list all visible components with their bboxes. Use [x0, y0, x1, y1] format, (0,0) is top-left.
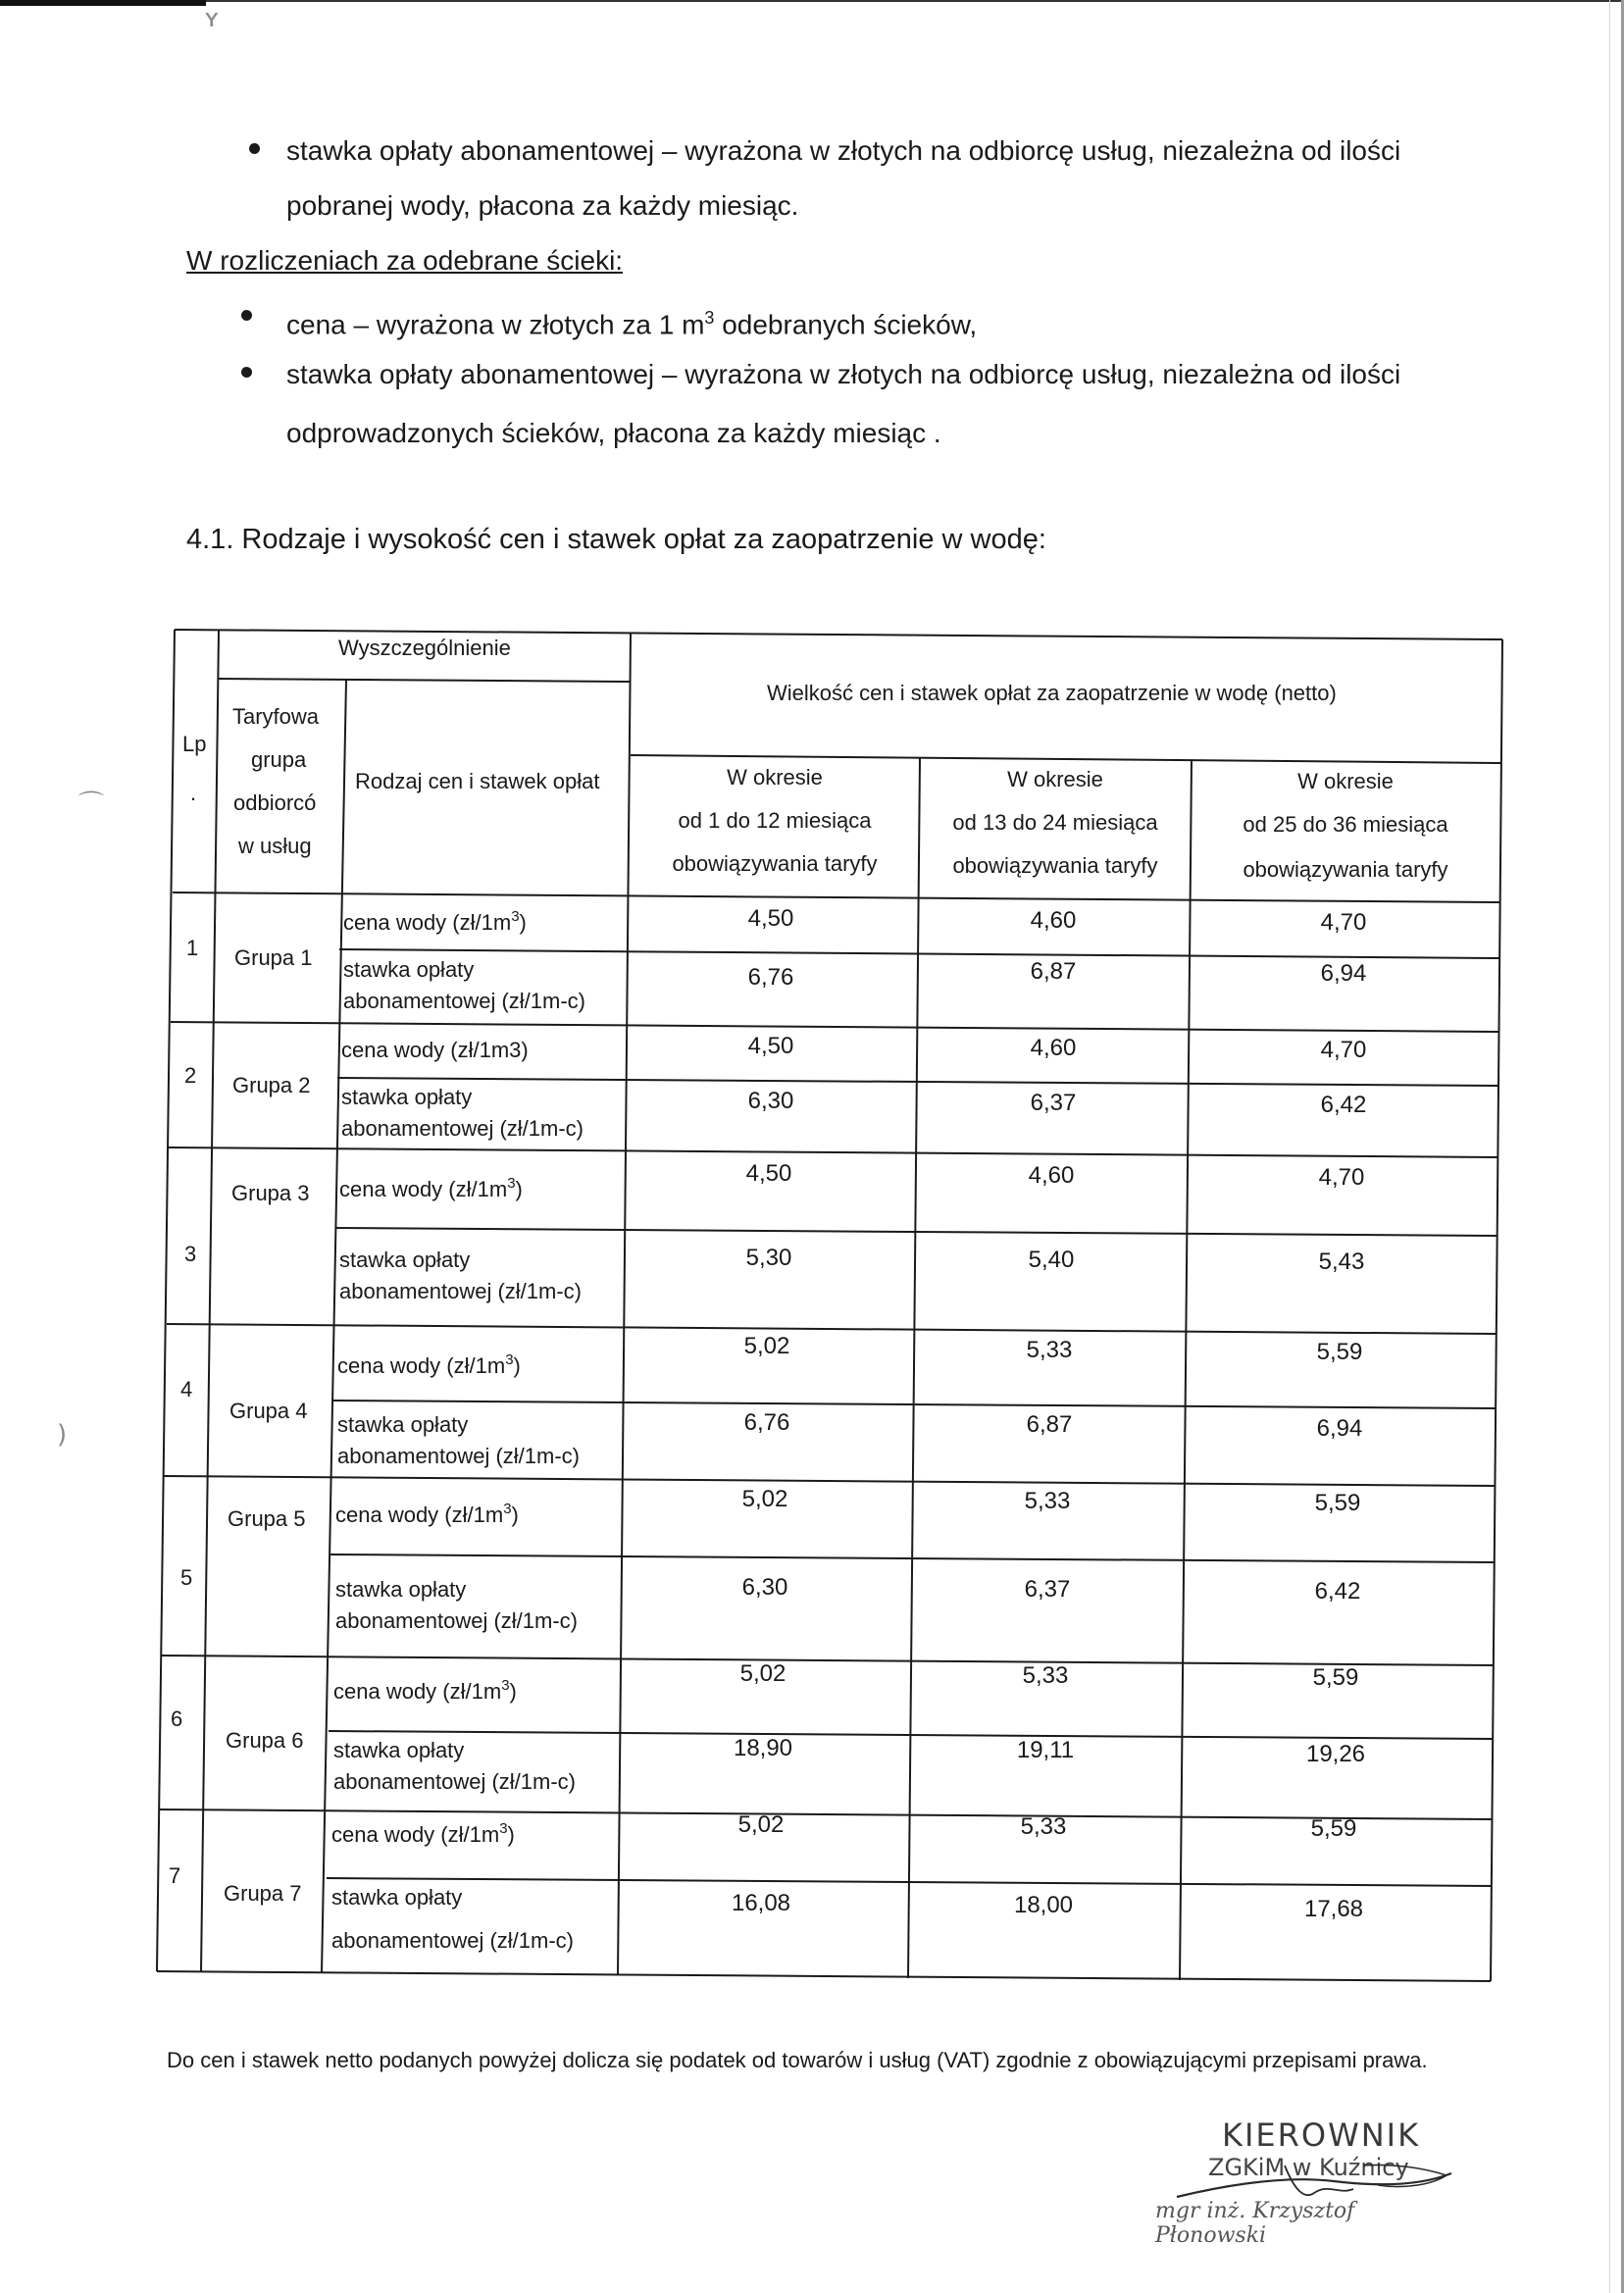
row-water-label: cena wody $(zł/1m^3)$: [333, 1677, 517, 1704]
bullet-text-line: stawka opłaty abonamentowej – wyrażona w złotych na odbiorcę usług, niezależna od ilości: [286, 359, 1401, 389]
water-price-cell: 5,02: [741, 1486, 788, 1512]
section-heading-water: 4.1. Rodzaje i wysokość cen i stawek opłat za zaopatrzenie w wodę:: [186, 524, 1046, 555]
vat-note: Do cen i stawek netto podanych powyżej dolicza się podatek od towarów i usług (VAT) zgodnie z obowiązującymi przepisami prawa.: [167, 2048, 1428, 2072]
water-price-cell: 4,70: [1320, 909, 1367, 936]
header-period-2: obowiązywania taryfy: [952, 853, 1158, 878]
row-water-label: cena wody $(zł/1m^3)$: [337, 1351, 521, 1378]
fee-cell: 6,42: [1320, 1092, 1367, 1118]
water-price-cell: 5,02: [743, 1333, 790, 1359]
water-price-cell: 4,70: [1318, 1164, 1365, 1191]
water-price-cell: 5,02: [739, 1660, 787, 1687]
stamp-subtitle: ZGKiM w Kuźnicy: [1208, 2154, 1409, 2181]
fee-cell: 16,08: [731, 1890, 791, 1916]
row-water-label: cena wody $(zł/1m^3)$: [343, 908, 527, 935]
fee-cell: 6,42: [1314, 1578, 1361, 1605]
stamp-name: mgr inż. Krzysztof Płonowski: [1155, 2199, 1355, 2248]
header-period-2: W okresie: [1007, 767, 1103, 791]
water-price-cell: 5,33: [1020, 1813, 1067, 1840]
fee-cell: 6,30: [741, 1574, 788, 1601]
water-price-cell: 4,50: [747, 1033, 794, 1059]
water-price-cell: 5,59: [1316, 1339, 1363, 1365]
water-price-cell: 5,59: [1314, 1490, 1361, 1516]
row-lp: 2: [184, 1063, 197, 1088]
fee-cell: 6,87: [1026, 1411, 1073, 1438]
row-group: Grupa 2: [232, 1073, 311, 1097]
row-lp: 1: [186, 936, 199, 960]
row-fee-label: stawka opłaty: [331, 1885, 463, 1910]
row-lp: 4: [180, 1377, 193, 1401]
fee-cell: 6,94: [1320, 960, 1367, 987]
fee-cell: 5,40: [1028, 1247, 1075, 1273]
header-grupa-line: grupa: [251, 747, 307, 772]
fee-cell: 6,76: [747, 964, 794, 991]
row-fee-label: abonamentowej (zł/1m-c): [337, 1444, 580, 1468]
water-price-cell: 5,33: [1024, 1488, 1071, 1514]
header-grupa-line: Taryfowa: [232, 704, 320, 729]
row-fee-label: abonamentowej (zł/1m-c): [335, 1608, 578, 1633]
fee-cell: 6,87: [1030, 958, 1077, 985]
bullet-text-line: cena – wyrażona w złotych za 1 $m^3$ odebranych ścieków,: [286, 308, 978, 340]
row-lp: 7: [169, 1863, 181, 1888]
scan-mark: ): [57, 1420, 68, 1450]
header-wielkosc: Wielkość cen i stawek opłat za zaopatrzenie w wodę (netto): [767, 681, 1337, 705]
water-price-cell: 4,60: [1028, 1162, 1075, 1189]
water-price-cell: 5,59: [1310, 1815, 1357, 1842]
header-rodzaj: Rodzaj cen i stawek opłat: [355, 769, 600, 793]
stamp-title: KIEROWNIK: [1222, 2116, 1421, 2154]
header-grupa-line: odbiorcó: [233, 790, 317, 815]
header-grupa-line: w usług: [238, 834, 312, 858]
header-period-3: od 25 do 36 miesiąca: [1243, 812, 1448, 837]
row-lp: 5: [180, 1565, 193, 1590]
fee-cell: 6,37: [1030, 1090, 1077, 1116]
row-fee-label: abonamentowej (zł/1m-c): [339, 1279, 582, 1303]
section-heading-sewage: W rozliczeniach za odebrane ścieki:: [186, 245, 624, 276]
fee-cell: 19,26: [1305, 1741, 1366, 1767]
bullet-text-line: pobranej wody, płacona za każdy miesiąc.: [286, 190, 799, 221]
water-price-cell: 4,60: [1030, 1035, 1077, 1061]
row-lp: 6: [171, 1707, 183, 1731]
fee-cell: 17,68: [1303, 1896, 1364, 1922]
row-fee-label: abonamentowej (zł/1m-c): [333, 1769, 576, 1794]
row-group: Grupa 5: [228, 1506, 306, 1531]
scan-mark: ʏ: [204, 4, 220, 33]
row-lp: 3: [184, 1242, 197, 1266]
water-price-cell: 5,33: [1022, 1662, 1069, 1689]
row-water-label: cena wody $(zł/1m^3)$: [335, 1501, 519, 1527]
fee-cell: 5,30: [745, 1245, 792, 1271]
water-price-cell: 4,50: [747, 905, 794, 932]
fee-cell: 6,30: [747, 1088, 794, 1114]
fee-cell: 18,90: [733, 1735, 793, 1761]
water-price-cell: 5,02: [737, 1811, 785, 1838]
header-period-1: W okresie: [727, 765, 823, 790]
water-price-cell: 4,70: [1320, 1037, 1367, 1063]
fee-cell: 6,94: [1316, 1415, 1363, 1442]
row-group: Grupa 7: [224, 1881, 302, 1906]
header-lp: Lp: [182, 732, 207, 756]
header-period-1: obowiązywania taryfy: [672, 851, 878, 876]
header-wyszczegolnienie: Wyszczególnienie: [338, 636, 511, 660]
bullet-text-line: stawka opłaty abonamentowej – wyrażona w złotych na odbiorcę usług, niezależna od ilości: [286, 135, 1401, 166]
header-period-1: od 1 do 12 miesiąca: [678, 808, 872, 833]
row-fee-label: abonamentowej (zł/1m-c): [341, 1116, 584, 1141]
bullet-text-line: odprowadzonych ścieków, płacona za każdy miesiąc .: [286, 418, 941, 448]
header-period-3: W okresie: [1297, 769, 1394, 793]
fee-cell: 19,11: [1016, 1737, 1075, 1763]
water-price-cell: 5,33: [1026, 1337, 1073, 1363]
row-group: Grupa 6: [226, 1728, 304, 1753]
header-period-2: od 13 do 24 miesiąca: [952, 810, 1158, 835]
row-fee-label: stawka opłaty: [341, 1085, 473, 1109]
fee-cell: 6,37: [1024, 1576, 1071, 1603]
row-fee-label: abonamentowej (zł/1m-c): [343, 989, 585, 1013]
row-water-label: cena wody $(zł/1m^3)$: [339, 1175, 523, 1201]
fee-cell: 18,00: [1013, 1892, 1074, 1918]
fee-cell: 5,43: [1318, 1248, 1365, 1275]
row-group: Grupa 3: [231, 1181, 310, 1205]
row-fee-label: stawka opłaty: [339, 1248, 471, 1272]
row-fee-label: stawka opłaty: [343, 957, 475, 982]
row-group: Grupa 1: [234, 945, 313, 970]
official-stamp: [1138, 2107, 1461, 2254]
row-fee-label: stawka opłaty: [333, 1738, 465, 1762]
water-price-cell: 4,60: [1030, 907, 1077, 934]
row-water-label: cena wody (zł/1m3): [341, 1038, 529, 1062]
water-price-cell: 4,50: [745, 1160, 792, 1187]
water-price-cell: 5,59: [1312, 1664, 1359, 1691]
row-water-label: cena wody $(zł/1m^3)$: [331, 1820, 515, 1847]
header-period-3: obowiązywania taryfy: [1243, 857, 1448, 882]
row-group: Grupa 4: [229, 1399, 308, 1423]
fee-cell: 6,76: [743, 1409, 790, 1436]
row-fee-label: stawka opłaty: [337, 1412, 469, 1437]
scan-mark: ⌒: [78, 790, 105, 820]
header-lp-dot: .: [190, 781, 197, 805]
row-fee-label: abonamentowej (zł/1m-c): [331, 1928, 574, 1953]
row-fee-label: stawka opłaty: [335, 1577, 467, 1602]
